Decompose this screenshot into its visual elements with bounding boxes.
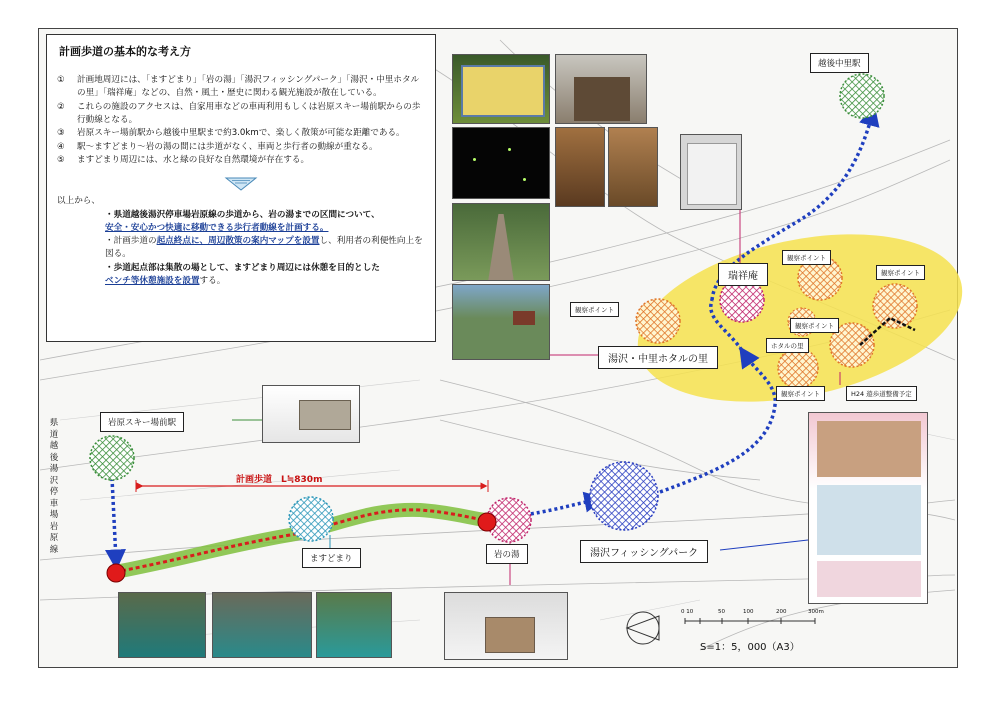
label-zuishoan: 瑞祥庵 (718, 263, 768, 286)
photo-road (452, 284, 550, 360)
circle-obs-1 (636, 299, 680, 343)
conclusion-intro: 以上から、 (57, 196, 100, 207)
photo-station (262, 385, 360, 443)
photo-statue-1 (555, 127, 605, 207)
scale-tick-100: 100 (743, 609, 754, 615)
conclusion (57, 195, 425, 288)
label-observation-4: 観察ポイント (790, 318, 839, 333)
label-hotaru-small: ホタルの里 (766, 338, 809, 353)
photo-iwanoyu (444, 592, 568, 660)
north-arrow-icon (627, 612, 659, 644)
walkway-end-marker (478, 513, 496, 531)
walkway-start-marker (107, 564, 125, 582)
circle-nakazato (840, 74, 884, 118)
concept-notes-panel (46, 34, 436, 342)
scale-tick-0: 0 10 (681, 609, 694, 615)
note-item: ③ 岩原スキー場前駅から越後中里駅まで約3.0kmで、楽しく散策が可能な距離である。 (57, 128, 405, 139)
scale-ratio: S=1：5，000（A3） (700, 642, 800, 653)
route-iwappara (112, 478, 116, 560)
photo-signboard (452, 54, 550, 124)
photo-path (452, 203, 550, 281)
note-item: ① 計画地周辺には、「ますどまり」「岩の湯」「湯沢フィッシングパーク」「湯沢・中里ホタルの里」「瑞祥庵」などの、自然・風土・歴史に関わる観光施設が散在している。 (57, 75, 420, 99)
notes-title: 計画歩道の基本的な考え方 (59, 45, 191, 58)
label-observation-1: 観察ポイント (570, 302, 619, 317)
label-echigo-nakazato: 越後中里駅 (810, 53, 869, 73)
conclusion-point-2: ・計画歩道の起点終点に、周辺散策の案内マップを設置し、利用者の利便性向上を図る。 (105, 236, 423, 260)
photo-stream-3 (316, 592, 392, 658)
note-item: ⑤ ますどまり周辺には、水と緑の良好な自然環境が存在する。 (57, 154, 310, 165)
label-observation-3: 観察ポイント (876, 265, 925, 280)
conclusion-point-1: ・県道越後湯沢停車場岩原線の歩道から、岩の湯までの区間について、 安全・安心かつ快適に移動できる歩行者動線を計画する。 (105, 209, 380, 233)
photo-stream-1 (118, 592, 206, 658)
label-masudomari: ますどまり (302, 548, 361, 568)
photo-fishing-flyer (808, 412, 928, 604)
scale-bar (685, 618, 815, 624)
circle-hotaru (778, 348, 818, 388)
scale-tick-200: 200 (776, 609, 787, 615)
note-item: ④ 駅～ますどまり～岩の湯の間には歩道がなく、車両と歩行者の動線が重なる。 (57, 141, 378, 152)
circle-iwappara (90, 436, 134, 480)
label-h24-trail: H24 遊歩道整備予定 (846, 386, 917, 401)
label-hotaru-no-sato: 湯沢・中里ホタルの里 (598, 346, 718, 369)
photo-statue-2 (608, 127, 658, 207)
circle-obs-3 (873, 284, 917, 328)
photo-notice-board (680, 134, 742, 210)
photo-temple-gate (555, 54, 647, 124)
conclusion-point-3: ・歩道起点部は集散の場として、ますどまり周辺には休憩を目的とした ベンチ等休憩施設を設置する。 (105, 262, 380, 287)
note-item: ② これらの施設のアクセスは、自家用車などの車両利用もしくは岩原スキー場前駅からの歩行動線となる。 (57, 101, 421, 125)
label-observation-5: 観察ポイント (776, 386, 825, 401)
label-fishing-park: 湯沢フィッシングパーク (580, 540, 708, 563)
label-iwappara-station: 岩原スキー場前駅 (100, 412, 184, 432)
label-prefectural-road: 県道越後湯沢停車場岩原線 (49, 418, 59, 555)
scale-tick-300: 300m (808, 609, 824, 615)
circle-fishing (590, 462, 658, 530)
circle-masudomari (289, 497, 333, 541)
label-distance: 計画歩道 L≒830m (236, 475, 323, 485)
notes-list (57, 74, 425, 167)
scale-tick-50: 50 (718, 609, 725, 615)
photo-stream-2 (212, 592, 312, 658)
label-observation-2: 観察ポイント (782, 250, 831, 265)
label-iwanoyu: 岩の湯 (486, 544, 528, 564)
photo-fireflies (452, 127, 550, 199)
down-arrow-icon (224, 177, 258, 191)
